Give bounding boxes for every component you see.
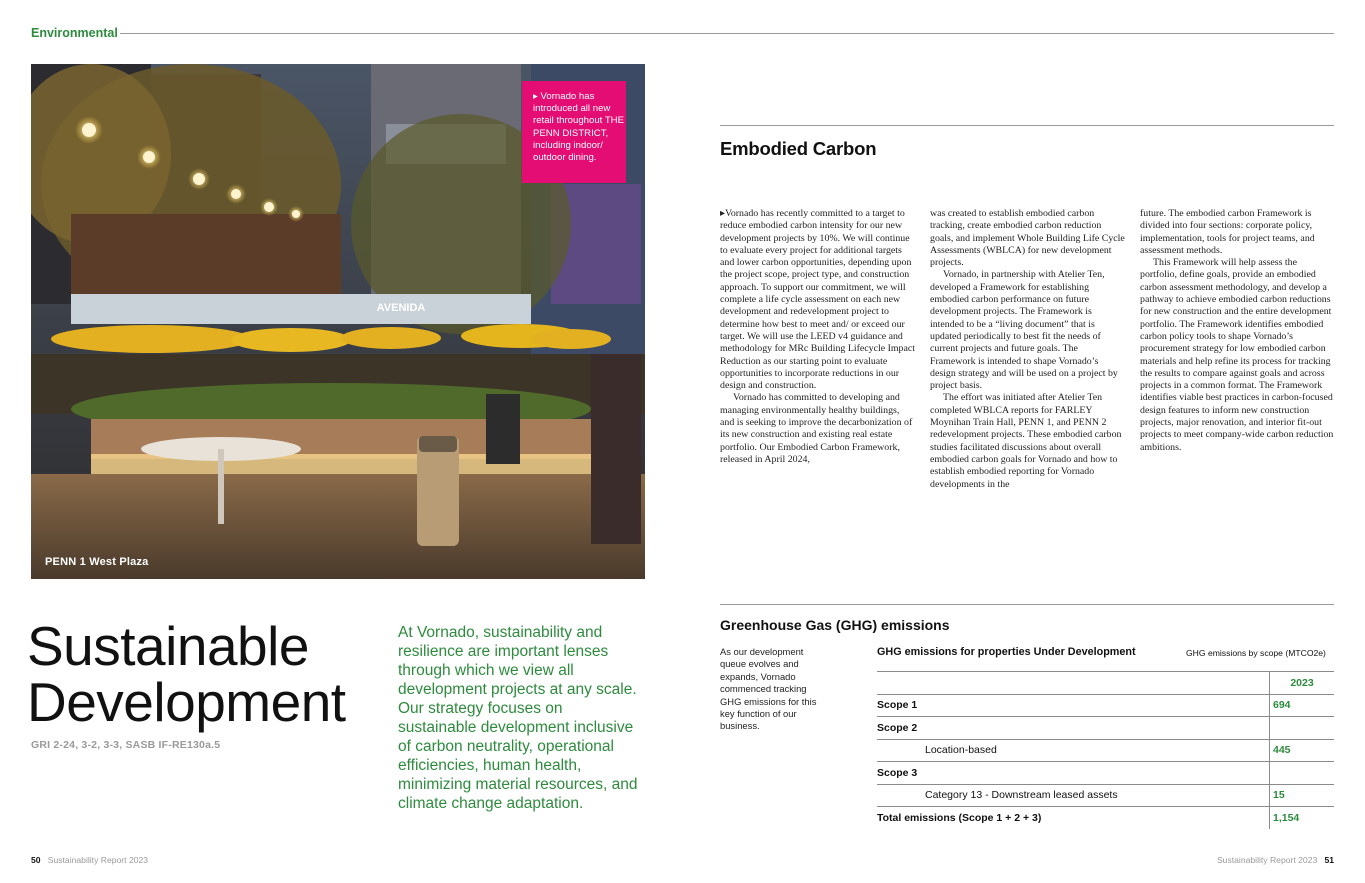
table-row bbox=[877, 694, 1334, 717]
plaza-photo bbox=[31, 64, 645, 579]
title-line-2: Development bbox=[27, 671, 346, 733]
header-empty-cell bbox=[877, 672, 1270, 695]
photo-caption: PENN 1 West Plaza bbox=[45, 556, 149, 568]
section-label: Environmental bbox=[31, 26, 118, 40]
ghg-divider bbox=[720, 604, 1334, 605]
ghg-note: As our development queue evolves and expands, Vornado commenced tracking GHG emissions for this key function of our business. bbox=[720, 646, 817, 732]
row-value bbox=[1270, 762, 1335, 785]
row-label: Scope 2 bbox=[877, 717, 1270, 740]
callout-arrow-icon: ▸ bbox=[533, 91, 538, 102]
paragraph bbox=[720, 208, 915, 392]
body-column-3 bbox=[1140, 208, 1335, 454]
photo-callout bbox=[522, 81, 626, 183]
page-title bbox=[27, 615, 346, 733]
row-label: Category 13 - Downstream leased assets bbox=[877, 784, 1270, 807]
row-label: Total emissions (Scope 1 + 2 + 3) bbox=[877, 807, 1270, 829]
table-row bbox=[877, 807, 1334, 829]
ghg-heading: Greenhouse Gas (GHG) emissions bbox=[720, 617, 950, 633]
footer-right bbox=[1217, 855, 1334, 865]
paragraph: This Framework will help assess the portfolio, define goals, provide an embodied carbon assessment methodology, and develop a pathway to achieve embodied carbon reductions for new construction and the entire development portfolio. The Framework identifies embodied carbon policy tools to shape Vornado’s procurement strategy for low embodied carbon materials and help refine its process for tracking the results to compare against goals and across projects in a common format. The Framework identifies viable best practices in carbon-focused design features to inform new construction projects, major renovation, and interior fit-out projects to meet company-wide carbon reduction ambitions. bbox=[1140, 257, 1334, 453]
embodied-carbon-heading: Embodied Carbon bbox=[720, 138, 877, 159]
paragraph: Vornado has committed to developing and managing environmentally healthy buildings, and is seeking to improve the decarbonization of its new construction and existing real estate portfolio. Our Embodied Carbon Framework, released in April 2024, bbox=[720, 392, 913, 465]
paragraph: Vornado, in partnership with Atelier Ten, developed a Framework for establishing embodied carbon performance on future development projects. The Framework is intended to be a “living document” that is updated periodically to best fit the needs of current projects and future goals. The Framework is intended to shape Vornado’s design strategy and will be used on a project by project basis. bbox=[930, 269, 1118, 392]
page-number-left: 50 bbox=[31, 855, 41, 865]
avenida-sign: AVENIDA bbox=[376, 302, 426, 314]
ghg-table-title: GHG emissions for properties Under Development bbox=[877, 646, 1136, 658]
footer-left bbox=[31, 855, 148, 865]
callout-text: Vornado has introduced all new retail throughout THE PENN DISTRICT, including indoor/ outdoor dining. bbox=[533, 91, 625, 164]
row-value bbox=[1270, 717, 1335, 740]
row-label: Location-based bbox=[877, 739, 1270, 762]
body-column-1 bbox=[720, 208, 915, 466]
title-line-1: Sustainable bbox=[27, 615, 309, 677]
page-number-right: 51 bbox=[1324, 855, 1334, 865]
row-label: Scope 3 bbox=[877, 762, 1270, 785]
paragraph-text: Vornado has recently committed to a target to reduce embodied carbon intensity for our new development projects by 10%. We will continue to evaluate every project for additional targets and lower carbon opportunities, depending upon the project scope, project type, and construction approach. To support our commitment, we will complete a life cycle assessment on each new development and redevelopment project to determine how best to meet and/ or exceed our target. We will use the LEED v4 guidance and methodology for MRc Building Lifecycle Impact Reduction as our starting point to evaluate opportunities to incorporate reductions in our design and construction. bbox=[720, 208, 915, 392]
header-divider bbox=[120, 33, 1334, 34]
table-row bbox=[877, 717, 1334, 740]
paragraph: The effort was initiated after Atelier Ten completed WBLCA reports for FARLEY Moynihan Train Hall, PENN 1, and PENN 2 redevelopment projects. These embodied carbon studies facilitated discussions about overall embodied carbon goals for Vornado and how to establish embodied reporting for Vornado developments in the bbox=[930, 392, 1122, 490]
gri-reference: GRI 2-24, 3-2, 3-3, SASB IF-RE130a.5 bbox=[31, 739, 221, 751]
row-value: 694 bbox=[1270, 694, 1335, 717]
report-title-left: Sustainability Report 2023 bbox=[47, 855, 149, 865]
row-value: 1,154 bbox=[1270, 807, 1335, 829]
bullet-arrow-icon: ▸ bbox=[720, 208, 725, 219]
row-label: Scope 1 bbox=[877, 694, 1270, 717]
year-header: 2023 bbox=[1270, 672, 1335, 695]
ghg-table-subtitle: GHG emissions by scope (MTCO2e) bbox=[1186, 648, 1326, 658]
table-header-row bbox=[877, 672, 1334, 695]
row-value: 445 bbox=[1270, 739, 1335, 762]
table-row bbox=[877, 762, 1334, 785]
lead-statement: At Vornado, sustainability and resilience are important lenses through which we view all development projects at any scale. Our strategy focuses on sustainable development inclusive of carbon neutrality, operational efficiencies, human health, minimizing material resources, and climate change adaptation. bbox=[398, 624, 638, 812]
table-row bbox=[877, 739, 1334, 762]
row-value: 15 bbox=[1270, 784, 1335, 807]
ghg-table bbox=[877, 671, 1334, 829]
body-column-2 bbox=[930, 208, 1125, 491]
paragraph: was created to establish embodied carbon tracking, create embodied carbon reduction goals, and implement Whole Building Life Cycle Assessments (WBLCA) for new development projects. bbox=[930, 208, 1125, 269]
paragraph: future. The embodied carbon Framework is divided into four sections: corporate policy, implementation, tools for project teams, and assessment methods. bbox=[1140, 208, 1315, 256]
table-row bbox=[877, 784, 1334, 807]
embodied-divider bbox=[720, 125, 1334, 126]
report-title-right: Sustainability Report 2023 bbox=[1216, 855, 1318, 865]
